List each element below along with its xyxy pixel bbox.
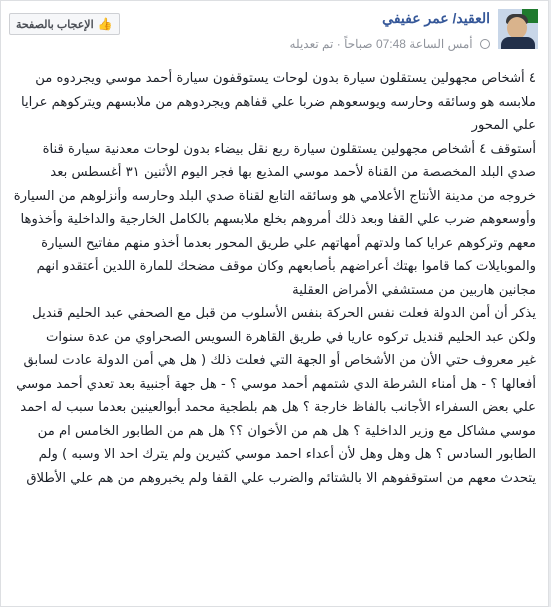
timestamp[interactable]: أمس الساعة 07:48 صباحاً [344,37,473,51]
post-paragraph: أستوقف ٤ أشخاص مجهولين يستقلون سيارة ربع نقل بيضاء بدون لوحات معدنية سيارة قناة صدي البلد المخصصة من القناة لأحمد موسي المذيع بها فجر اليوم الأثنين ٣١ أغسطس بعد خروجه من مدينة الأنتاج الأعلامي هو وسائقه التابع لقناة صدي البلد وحارسه وأنزلوهم من السيارة وأوسعوهم ضرب علي القفا وبعد ذلك أمروهم بخلع ملابسهم بالكامل الخارجية والداخلية وأخذوها معهم وتركوهم عرايا كما ولدتهم أمهاتهم علي طريق المحور بعدما أخذو منهم مفاتيح السيارة والموبايلات كما قاموا بهتك أعراضهم بأصابعهم وكان موقف مضحك للمارة اللدين أعتقدو انهم مجانين هاربين من مستشفي الأمراض العقلية [13,141,536,298]
post-body [11,67,536,490]
post-paragraph: ٤ أشخاص مجهولين يستقلون سيارة بدون لوحات يستوقفون سيارة أحمد موسي ويجردوه من ملابسه هو وسائقه وحارسه ويوسعوهم ضربا علي قفاهم ويجردوهم من ملابسهم ويتركوهم عرايا علي المحور [20,71,536,133]
like-page-button[interactable] [9,13,120,35]
avatar[interactable] [498,9,538,49]
post-header [1,1,548,63]
author-name[interactable]: العقيد/ عمر عفيفي [382,10,490,26]
thumbs-up-icon: 👍 [97,17,113,31]
post-paragraph: يذكر أن أمن الدولة فعلت نفس الحركة بنفس الأسلوب من قبل مع الصحفي عبد الحليم قنديل ولكن عبد الحليم قنديل تركوه عاريا في طريق القاهرة السويس الصحراوي من عدة سنوات [32,306,536,345]
post-meta [290,37,490,51]
edited-label[interactable]: تم تعديله [289,37,334,51]
post-paragraph: غير معروف حتي الأن من الأشخاص أو الجهة التي فعلت ذلك ( هل هي أمن الدولة عادت لسابق أفعالها ؟ - هل أمناء الشرطة الدي شتمهم أحمد موسي ؟ - هل جهة أجنبية بعد تعدي أحمد موسي علي بعض السفراء الأجانب بالفاظ خارجة ؟ هل هم بلطجية محمد أبوالعينين بعدما سبب له احمد موسي مشاكل مع وزير الداخلية ؟ هل هم من الأخوان ؟؟ هل هم من الطابور الخامس ام من الطابور السادس ؟ هل وهل وهل لأن أعداء احمد موسي كثيرين ولم يترك احد الا وسبه ) ولم يتحدث معهم من استوقفوهم الا بالشتائم والضرب علي القفا ولم يخبروهم من هم علي الأطلاق [16,353,536,486]
meta-separator: · [333,37,341,51]
like-page-label: الإعجاب بالصفحة [16,18,94,31]
globe-icon [480,39,490,49]
